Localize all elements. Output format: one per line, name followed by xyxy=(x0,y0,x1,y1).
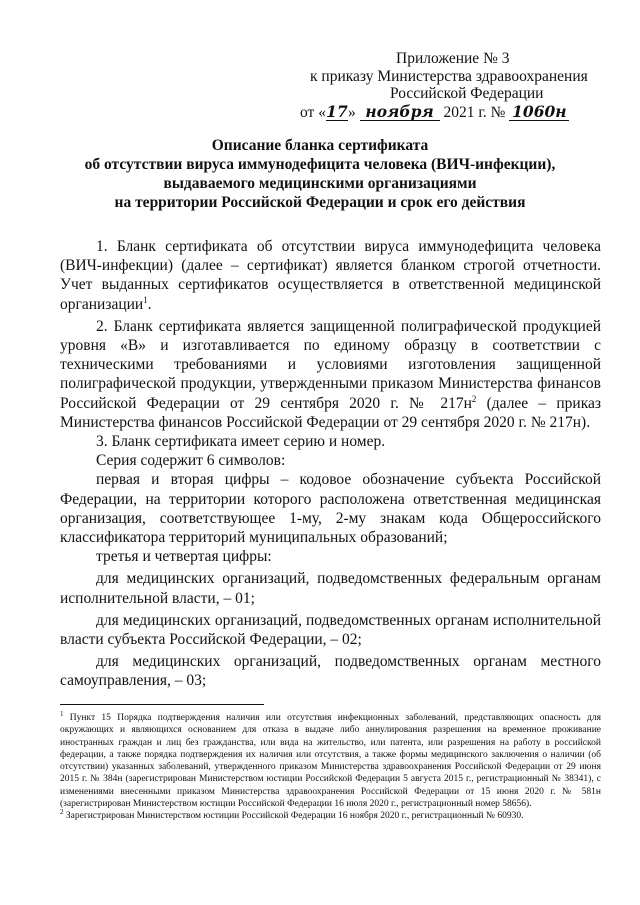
paragraph-9: для медицинских организаций, подведомственных органам местного самоуправления, – 03; xyxy=(60,653,601,690)
paragraph-8: для медицинских организаций, подведомственных органам исполнительной власти субъекта Российской Федерации, – 02; xyxy=(60,611,601,649)
footnote-2: $^2$ Зарегистрирован Министерством юстиции Российской Федерации 16 ноября 2020 г., регистрационный № 60930. xyxy=(60,808,524,822)
handwritten-month: ноября xyxy=(360,103,440,122)
appendix-header xyxy=(300,50,600,121)
paragraph-4: Серия содержит 6 символов: xyxy=(96,452,286,470)
document-title xyxy=(60,136,580,212)
appendix-country: Российской Федерации xyxy=(390,85,544,102)
title-line: на территории Российской Федерации и срок его действия xyxy=(114,194,526,211)
footnote-ref-1: 1 xyxy=(143,294,148,305)
footnote-1: $^1$ Пункт 15 Порядка подтверждения наличия или отсутствия инфекционных заболеваний, представляющих опасность для окружающих и являющихся основанием для отказа в выдаче либо аннулирования разрешения на временное проживание иностранных граждан и лиц без гражданства, или вида на жительство, или патента, или разрешения на работу в российской федерации, а также порядка подтверждения их наличия или отсутствия, а также формы медицинского заключения о наличии (об отсутствии) указанных заболеваний, утвержденного приказом Министерства здравоохранения Российской Федерации от 29 июня 2015 г. № 384н (зарегистрирован Министерством юстиции Российской Федерации 5 августа 2015 г., регистрационный № 38341), с изменениями внесенными приказом Министерства здравоохранения Российской Федерации от 15 июня 2020 г. № 581н (зарегистрирован Министерством юстиции Российской Федерации 16 июля 2020 г., регистрационный номер 58656). xyxy=(60,709,601,810)
paragraph-6: третья и четвертая цифры: xyxy=(96,548,272,566)
paragraph-2: 2. Бланк сертификата является защищенной полиграфической продукцией уровня «В» и изготавливается по единому образцу в соответствии с техническими требованиями и условиями изготовления защищенной полиграфической продукции, утвержденными приказом Министерства финансов Российской Федерации от 29 сентября 2020 г. № $217н^2$ (далее – приказ Министерства финансов Российской Федерации от 29 сентября 2020 г. № 217н). xyxy=(60,317,601,431)
appendix-number: Приложение № 3 xyxy=(396,50,510,67)
title-line: об отсутствии вируса иммунодефицита человека (ВИЧ-инфекции), xyxy=(84,156,556,173)
paragraph-3: 3. Бланк сертификата имеет серию и номер. xyxy=(96,433,386,451)
paragraph-7: для медицинских организаций, подведомственных федеральным органам исполнительной власти, – 01; xyxy=(60,570,601,607)
paragraph-1: 1. Бланк сертификата об отсутствии вируса иммунодефицита человека (ВИЧ-инфекции) (далее – сертификат) является бланком строгой отчетности. Учет выданных сертификатов осуществляется в ответственной медицинской организации$^1$. xyxy=(60,238,601,313)
appendix-date-line: от «17» ноября 2021 г. № 1060н xyxy=(300,103,600,122)
document-body xyxy=(60,237,601,691)
handwritten-order-number: 1060н xyxy=(509,103,569,122)
footnotes xyxy=(60,709,601,823)
handwritten-day: 17 xyxy=(326,101,348,121)
appendix-order-ref: к приказу Министерства здравоохранения xyxy=(310,67,588,85)
footnote-divider xyxy=(60,704,264,705)
paragraph-5: первая и вторая цифры – кодовое обозначение субъекта Российской Федерации, на территории которого расположена ответственная медицинская организация, соответствующее 1-му, 2-му знакам кода Общероссийского классификатора территорий муниципальных образований; xyxy=(60,471,601,547)
footnote-ref-2: 2 xyxy=(471,393,477,404)
title-line: выдаваемого медицинскими организациями xyxy=(163,175,477,192)
title-line: Описание бланка сертификата xyxy=(211,137,429,154)
